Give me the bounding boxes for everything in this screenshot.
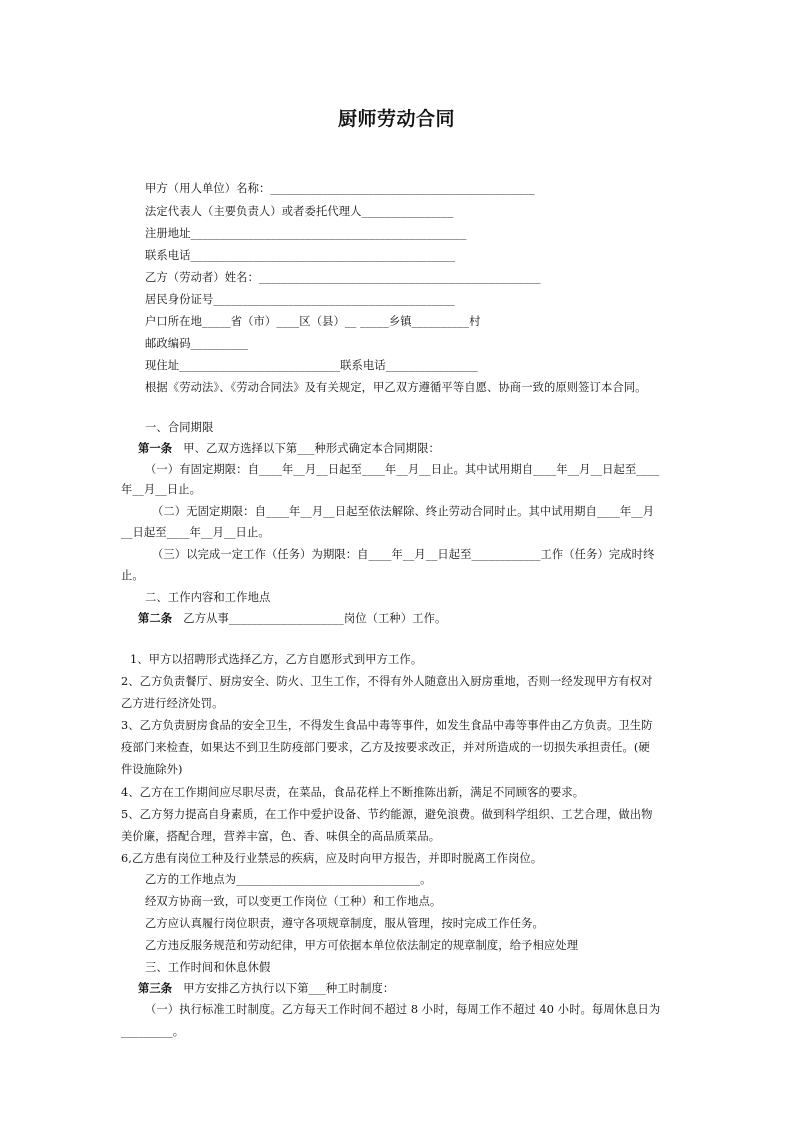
- section-heading-term: 一、合同期限: [145, 421, 214, 434]
- party-b-name-line: 乙方（劳动者）姓名：_________________________________________________: [145, 271, 541, 284]
- id-number-line: 居民身份证号__________________________________________: [145, 293, 455, 306]
- section-heading-work: 二、工作内容和工作地点: [145, 591, 271, 604]
- fixed-term-line: （一）有固定期限：自____年__月__日起至____年__月__日止。其中试用期自____年__月__日起至____: [145, 463, 660, 476]
- article-2-label: 第二条: [138, 612, 173, 625]
- work-item-3-cont: 疫部门来检查，如果达不到卫生防疫部门要求，乙方及按要求改正，并对所造成的一切损失承担责任。(硬: [121, 741, 650, 754]
- household-registration-line: 户口所在地_____省（市）____区（县）__ _____乡镇__________村: [145, 315, 481, 328]
- preamble-paragraph: 根据《劳动法》、《劳动合同法》及有关规定，甲乙双方遵循平等自愿、协商一致的原则签订本合同。: [145, 381, 647, 394]
- article-3-text: 甲方安排乙方执行以下第___种工时制度：: [183, 982, 395, 995]
- work-item-3-cont2: 件设施除外): [121, 763, 183, 776]
- work-item-1: 1、甲方以招聘形式选择乙方，乙方自愿形式到甲方工作。: [130, 653, 423, 666]
- change-position-line: 经双方协商一致，可以变更工作岗位（工种）和工作地点。: [145, 895, 442, 908]
- article-3-label: 第三条: [138, 982, 173, 995]
- work-item-2: 2、乙方负责餐厅、厨房安全、防火、卫生工作，不得有外人随意出入厨房重地，否则一经发现甲方有权对: [121, 675, 653, 688]
- task-term-line: （三）以完成一定工作（任务）为期限：自____年__月__日起至____________工作（任务）完成时终: [152, 548, 655, 561]
- document-title: 厨师劳动合同: [337, 108, 455, 130]
- discipline-line: 乙方违反服务规范和劳动纪律，甲方可依据本单位依法制定的规章制度，给予相应处理: [145, 939, 579, 952]
- task-term-line-cont: 止。: [121, 569, 144, 582]
- standard-hours-line-cont: _________。: [121, 1025, 185, 1038]
- fixed-term-line-cont: 年__月__日止。: [121, 483, 201, 496]
- work-item-6: 6,乙方患有岗位工种及行业禁忌的疾病，应及时向甲方报告，并即时脱离工作岗位。: [121, 852, 543, 865]
- section-heading-hours: 三、工作时间和休息休假: [145, 961, 271, 974]
- article-3: [138, 982, 394, 996]
- article-2: [138, 612, 446, 626]
- work-item-4: 4、乙方在工作期间应尽职尽责，在菜品，食品花样上不断推陈出新，满足不同顾客的要求。: [121, 786, 585, 799]
- work-location-line: 乙方的工作地点为________________________________。: [145, 873, 432, 886]
- party-a-phone-line: 联系电话______________________________________________: [145, 249, 456, 262]
- open-term-line: （二）无固定期限：自____年__月__日起至依法解除、终止劳动合同时止。其中试用期自____年__月: [152, 505, 655, 518]
- duties-line: 乙方应认真履行岗位职责，遵守各项规章制度，服从管理，按时完成工作任务。: [145, 917, 544, 930]
- party-a-name-line: 甲方（用人单位）名称：______________________________________________: [145, 182, 535, 195]
- current-address-line: 现住址____________________________联系电话________________: [145, 359, 478, 372]
- work-item-5-cont: 美价廉，搭配合理，营养丰富，色、香、味俱全的高品质菜品。: [121, 830, 441, 843]
- legal-representative-line: 法定代表人（主要负责人）或者委托代理人________________: [145, 205, 454, 218]
- work-item-2-cont: 乙方进行经济处罚。: [121, 697, 224, 710]
- work-item-3: 3、乙方负责厨房食品的安全卫生，不得发生食品中毒等事件，如发生食品中毒等事件由乙方负责。卫生防: [121, 719, 653, 732]
- postal-code-line: 邮政编码__________: [145, 337, 249, 350]
- article-1-text: 甲、乙双方选择以下第___种形式确定本合同期限：: [183, 442, 440, 455]
- article-1: [138, 442, 440, 456]
- work-item-5: 5、乙方努力提高自身素质，在工作中爱护设备、节约能源，避免浪费。做到科学组织、工艺合理，做出物: [121, 808, 653, 821]
- open-term-line-cont: __日起至____年__月__日止。: [121, 526, 270, 539]
- registered-address-line: 注册地址________________________________________________: [145, 227, 467, 240]
- article-2-text: 乙方从事____________________岗位（工种）工作。: [183, 612, 447, 625]
- standard-hours-line: （一）执行标准工时制度。乙方每天工作时间不超过 8 小时，每周工作不超过 40 小时。每周休息日为: [145, 1003, 661, 1016]
- article-1-label: 第一条: [138, 442, 173, 455]
